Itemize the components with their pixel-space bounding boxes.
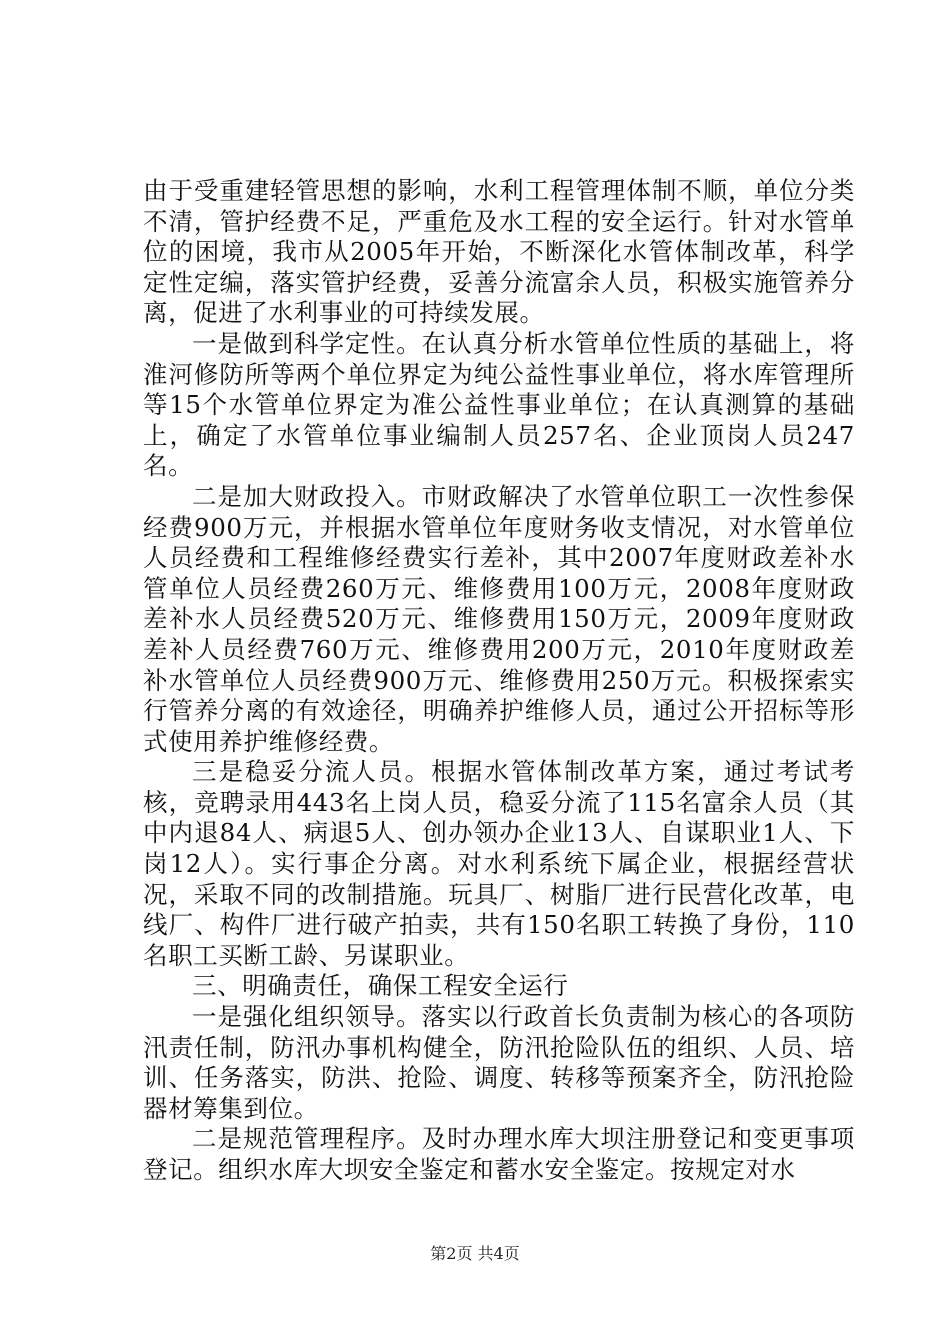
section-heading: 三、明确责任，确保工程安全运行 xyxy=(192,971,569,1001)
page-number-footer: 第2页 共4页 xyxy=(430,1244,520,1263)
paragraph-4: 三是稳妥分流人员。根据水管体制改革方案，通过考试考核，竞聘录用443名上岗人员，稳妥分流了115名富余人员（其中内退84人、病退5人、创办领办企业13人、自谋职业1人、下岗12人）。实行事企分离。对水利系统下属企业，根据经营状况，采取不同的改制措施。玩具厂、树脂厂进行民营化改革，电线厂、构件厂进行破产拍卖，共有150名职工转换了身份，110名职工买断工龄、另谋职业。 xyxy=(143,757,855,970)
paragraph-2: 一是做到科学定性。在认真分析水管单位性质的基础上，将淮河修防所等两个单位界定为纯公益性事业单位，将水库管理所等15个水管单位界定为准公益性事业单位；在认真测算的基础上，确定了水管单位事业编制人员257名、企业顶岗人员247名。 xyxy=(143,328,855,481)
paragraph-5: 一是强化组织领导。落实以行政首长负责制为核心的各项防汛责任制，防汛办事机构健全，防汛抢险队伍的组织、人员、培训、任务落实，防洪、抢险、调度、转移等预案齐全，防汛抢险器材筹集到位。 xyxy=(143,1002,855,1123)
paragraph-1: 由于受重建轻管思想的影响，水利工程管理体制不顺，单位分类不清，管护经费不足，严重危及水工程的安全运行。针对水管单位的困境，我市从2005年开始，不断深化水管体制改革，科学定性定编，落实管护经费，妥善分流富余人员，积极实施管养分离，促进了水利事业的可持续发展。 xyxy=(143,176,855,328)
document-body xyxy=(143,176,855,1186)
paragraph-3: 二是加大财政投入。市财政解决了水管单位职工一次性参保经费900万元，并根据水管单位年度财务收支情况，对水管单位人员经费和工程维修经费实行差补，其中2007年度财政差补水管单位人员经费260万元、维修费用100万元，2008年度财政差补水人员经费520万元、维修费用150万元，2009年度财政差补人员经费760万元、维修费用200万元，2010年度财政差补水管单位人员经费900万元、维修费用250万元。积极探索实行管养分离的有效途径，明确养护维修人员，通过公开招标等形式使用养护维修经费。 xyxy=(143,481,855,756)
paragraph-6: 二是规范管理程序。及时办理水库大坝注册登记和变更事项登记。组织水库大坝安全鉴定和蓄水安全鉴定。按规定对水 xyxy=(143,1124,855,1184)
